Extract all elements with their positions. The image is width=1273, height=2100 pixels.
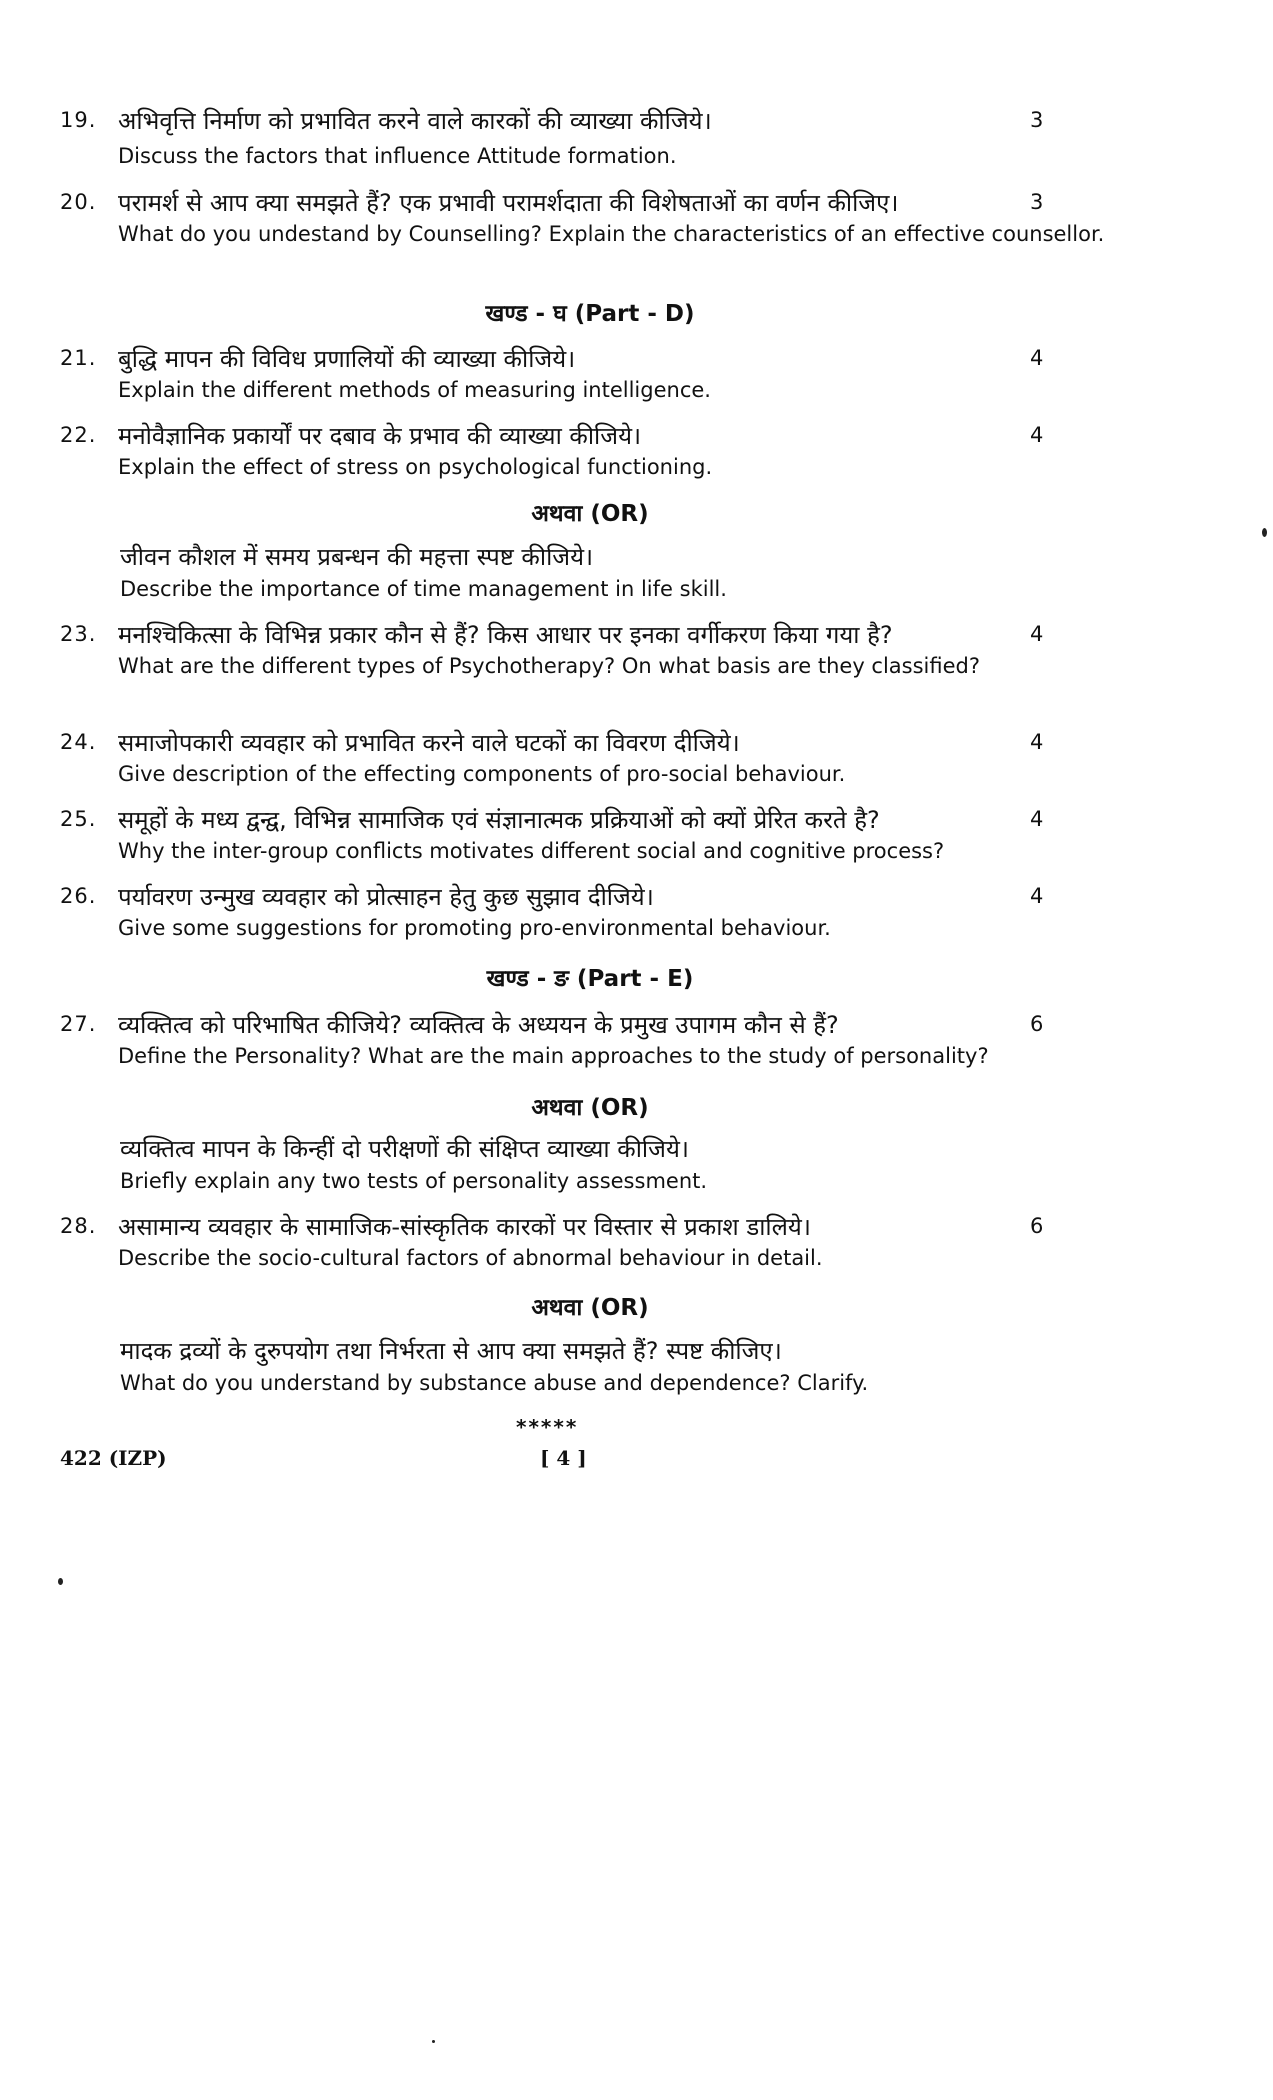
- page-number: [ 4 ]: [540, 1446, 587, 1470]
- question-text-hindi: व्यक्तित्व को परिभाषित कीजिये? व्यक्तित्व के अध्ययन के प्रमुख उपागम कौन से हैं?: [118, 1011, 839, 1039]
- alternative-text-hindi: व्यक्तित्व मापन के किन्हीं दो परीक्षणों की संक्षिप्त व्याख्या कीजिये।: [120, 1135, 689, 1163]
- question-number: 28.: [60, 1214, 97, 1238]
- question-text-hindi: समूहों के मध्य द्वन्द्व, विभिन्न सामाजिक एवं संज्ञानात्मक प्रक्रियाओं को क्यों प्रेरित करते है?: [118, 806, 880, 834]
- question-number: 19.: [60, 108, 97, 132]
- question-text-hindi: बुद्धि मापन की विविध प्रणालियों की व्याख्या कीजिये।: [118, 345, 576, 373]
- section-heading-part-e: खण्ड - ङ (Part - E): [486, 966, 694, 992]
- scan-speck: [432, 2040, 435, 2043]
- question-text-english: Give some suggestions for promoting pro-environmental behaviour.: [118, 916, 831, 940]
- question-number: 25.: [60, 807, 97, 831]
- question-text-hindi: असामान्य व्यवहार के सामाजिक-सांस्कृतिक कारकों पर विस्तार से प्रकाश डालिये।: [118, 1213, 811, 1241]
- alternative-text-english: Briefly explain any two tests of personality assessment.: [120, 1169, 708, 1193]
- question-number: 20.: [60, 190, 97, 214]
- question-number: 24.: [60, 730, 97, 754]
- question-marks: 4: [1030, 346, 1044, 370]
- alternative-text-english: What do you understand by substance abuse and dependence? Clarify.: [120, 1371, 869, 1395]
- question-text-hindi: समाजोपकारी व्यवहार को प्रभावित करने वाले घटकों का विवरण दीजिये।: [118, 729, 740, 757]
- scan-speck: [58, 1578, 63, 1585]
- question-number: 22.: [60, 423, 97, 447]
- question-marks: 4: [1030, 423, 1044, 447]
- paper-code: 422 (IZP): [60, 1446, 167, 1470]
- question-marks: 4: [1030, 884, 1044, 908]
- question-text-hindi: मनोवैज्ञानिक प्रकार्यों पर दबाव के प्रभाव की व्याख्या कीजिये।: [118, 422, 642, 450]
- question-text-english: Why the inter-group conflicts motivates different social and cognitive process?: [118, 839, 945, 863]
- alternative-text-hindi: मादक द्रव्यों के दुरुपयोग तथा निर्भरता से आप क्या समझते हैं? स्पष्ट कीजिए।: [120, 1337, 782, 1365]
- question-text-english: What are the different types of Psychotherapy? On what basis are they classified?: [118, 654, 981, 678]
- alternative-text-english: Describe the importance of time management in life skill.: [120, 577, 727, 601]
- question-marks: 3: [1030, 108, 1044, 132]
- question-marks: 6: [1030, 1214, 1044, 1238]
- question-text-english: Discuss the factors that influence Attitude formation.: [118, 144, 677, 168]
- or-heading: अथवा (OR): [531, 1095, 649, 1121]
- question-marks: 4: [1030, 807, 1044, 831]
- question-text-hindi: मनश्चिकित्सा के विभिन्न प्रकार कौन से हैं? किस आधार पर इनका वर्गीकरण किया गया है?: [118, 621, 893, 649]
- scan-speck: [1262, 528, 1267, 537]
- question-text-english: What do you undestand by Counselling? Explain the characteristics of an effective counsellor.: [118, 222, 1105, 246]
- question-marks: 4: [1030, 730, 1044, 754]
- question-text-hindi: परामर्श से आप क्या समझते हैं? एक प्रभावी परामर्शदाता की विशेषताओं का वर्णन कीजिए।: [118, 189, 899, 217]
- alternative-question: [120, 1334, 1080, 1395]
- question-marks: 6: [1030, 1012, 1044, 1036]
- question-number: 26.: [60, 884, 97, 908]
- question-marks: 4: [1030, 622, 1044, 646]
- question-text-hindi: अभिवृत्ति निर्माण को प्रभावित करने वाले कारकों की व्याख्या कीजिये।: [118, 107, 712, 135]
- question-number: 27.: [60, 1012, 97, 1036]
- alternative-question: [120, 540, 1080, 601]
- question-text-hindi: पर्यावरण उन्मुख व्यवहार को प्रोत्साहन हेतु कुछ सुझाव दीजिये।: [118, 883, 654, 911]
- question-text-english: Explain the effect of stress on psychological functioning.: [118, 455, 713, 479]
- question-text-english: Give description of the effecting components of pro-social behaviour.: [118, 762, 846, 786]
- question-text-english: Explain the different methods of measuring intelligence.: [118, 378, 711, 402]
- or-heading: अथवा (OR): [531, 501, 649, 527]
- or-heading: अथवा (OR): [531, 1295, 649, 1321]
- question-number: 21.: [60, 346, 97, 370]
- alternative-text-hindi: जीवन कौशल में समय प्रबन्धन की महत्ता स्पष्ट कीजिये।: [120, 543, 594, 571]
- end-stars: *****: [516, 1415, 579, 1439]
- alternative-question: [120, 1132, 1080, 1193]
- question-text-english: Define the Personality? What are the main approaches to the study of personality?: [118, 1044, 989, 1068]
- section-heading-part-d: खण्ड - घ (Part - D): [485, 301, 695, 327]
- question-text-english: Describe the socio-cultural factors of abnormal behaviour in detail.: [118, 1246, 823, 1270]
- question-marks: 3: [1030, 190, 1044, 214]
- question-number: 23.: [60, 622, 97, 646]
